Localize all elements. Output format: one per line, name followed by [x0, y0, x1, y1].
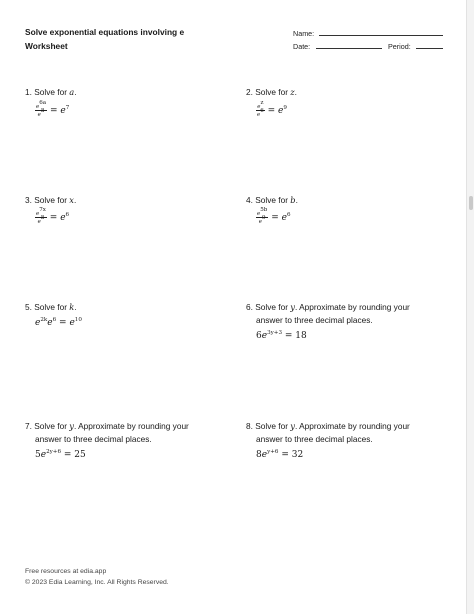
fraction: $\frac{e^{5b}}{e^9}$: [257, 207, 268, 225]
problem-instruction: Solve for: [34, 195, 67, 205]
problem-variable: b: [290, 195, 296, 205]
problem-4-prompt: 4. Solve for b.: [246, 195, 298, 205]
problem-3-equation: $\frac{e^{7x}}{e^8}$ = $e^6$: [36, 207, 70, 225]
title-line-1: Solve exponential equations involving e: [25, 27, 185, 37]
problem-8-equation: $8e^{y+6} = 32$: [256, 449, 304, 460]
problem-instruction-line2: answer to three decimal places.: [256, 434, 373, 444]
problem-variable: x: [69, 195, 74, 205]
vertical-scrollbar[interactable]: [466, 0, 474, 614]
problem-instruction: Solve for: [34, 421, 67, 431]
problem-2-equation: $\frac{e^z}{e^6}$ = $e^9$: [257, 100, 287, 118]
problem-number: 1.: [25, 87, 32, 97]
period-label: Period:: [388, 42, 411, 51]
fraction: $\frac{e^{7x}}{e^8}$: [36, 207, 46, 225]
fraction: $\frac{e^z}{e^6}$: [257, 100, 264, 118]
fraction: $\frac{e^{6a}}{e^8}$: [36, 100, 47, 118]
problem-8-prompt: 8. Solve for y. Approximate by rounding your answer to three decimal places.: [246, 421, 410, 444]
name-line[interactable]: [319, 35, 443, 36]
problem-number: 8.: [246, 421, 253, 431]
footer-copyright: © 2023 Edia Learning, Inc. All Rights Reserved.: [25, 579, 169, 586]
problem-instruction: Solve for: [34, 302, 67, 312]
problem-variable: y: [69, 421, 74, 431]
problem-instruction: Solve for: [255, 421, 288, 431]
problem-7-prompt: 7. Solve for y. Approximate by rounding your answer to three decimal places.: [25, 421, 189, 444]
problem-6-equation: $6e^{3y+3} = 18$: [256, 330, 307, 341]
period-line[interactable]: [416, 48, 443, 49]
problem-instruction: Solve for: [34, 87, 67, 97]
problem-variable: k: [69, 302, 75, 312]
problem-number: 2.: [246, 87, 253, 97]
problem-3-prompt: 3. Solve for x.: [25, 195, 77, 205]
problem-instruction: Solve for: [255, 87, 288, 97]
problem-7-equation: $5e^{2y+6} = 25$: [35, 449, 86, 460]
problem-instruction: Solve for: [255, 195, 288, 205]
worksheet-title: [25, 26, 184, 53]
problem-variable: y: [290, 302, 295, 312]
date-label: Date:: [293, 42, 311, 51]
problem-6-prompt: 6. Solve for y. Approximate by rounding your answer to three decimal places.: [246, 302, 410, 325]
problem-5-prompt: 5. Solve for k.: [25, 302, 77, 312]
problem-instruction-line2: answer to three decimal places.: [256, 315, 373, 325]
footer-link[interactable]: Free resources at edia.app: [25, 568, 107, 575]
problem-1-prompt: 1. Solve for a.: [25, 87, 77, 97]
name-label: Name:: [293, 29, 315, 38]
problem-2-prompt: 2. Solve for z.: [246, 87, 297, 97]
title-line-2: Worksheet: [25, 40, 68, 51]
problem-number: 4.: [246, 195, 253, 205]
scrollbar-thumb[interactable]: [469, 196, 473, 210]
problem-number: 3.: [25, 195, 32, 205]
problem-1-equation: $\frac{e^{6a}}{e^8}$ = $e^7$: [36, 100, 70, 118]
problem-5-equation: $e^{2k}e^6 = e^{10}$: [35, 317, 82, 328]
problem-4-equation: $\frac{e^{5b}}{e^9}$ = $e^6$: [257, 207, 291, 225]
problem-variable: z: [290, 87, 295, 97]
problem-variable: y: [290, 421, 295, 431]
problem-instruction: Solve for: [255, 302, 288, 312]
date-line[interactable]: [316, 48, 382, 49]
problem-variable: a: [69, 87, 75, 97]
problem-number: 7.: [25, 421, 32, 431]
problem-instruction-line2: answer to three decimal places.: [35, 434, 152, 444]
problem-number: 6.: [246, 302, 253, 312]
problem-number: 5.: [25, 302, 32, 312]
